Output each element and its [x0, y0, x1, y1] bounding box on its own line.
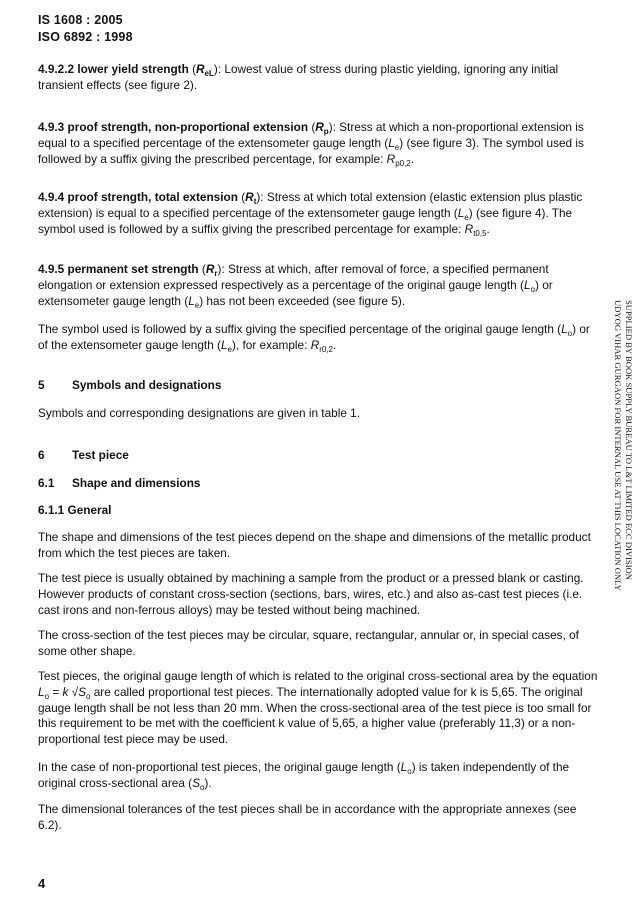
- header-iso-number: ISO 6892 : 1998: [38, 30, 133, 44]
- clause-4-9-3: 4.9.3 proof strength, non-proportional extension $(R_p)$: Stress at which a non-proportional extension is equal to a specified percentage of the extensometer gauge length $(L_e)$ (see figure 3). The symbol used is followed by a suffix giving the prescribed percentage, for example: $R_{p0,2}$.: [38, 120, 584, 168]
- page-number: 4: [38, 876, 46, 891]
- clause-term: proof strength, non-proportional extension: [67, 120, 309, 134]
- equation-subscript: o: [85, 691, 91, 701]
- clause-text: : Stress at which, after removal of force, a specified permanent elongation or extension expressed respectively as a percentage of the original gauge length (: [38, 262, 549, 292]
- equation-subscript: o: [44, 691, 50, 701]
- paragraph-text: Test pieces, the original gauge length of which is related to the original cross-sectional area by the equation: [38, 669, 598, 683]
- clause-4-9-4: 4.9.4 proof strength, total extension $(R_t)$: Stress at which total extension (elastic extension plus plastic extension) is equal to a specified percentage of the extensometer gauge length $(L_e)$ (see figure 4). The symbol used is followed by a suffix giving the prescribed percentage for example: $R_{t0,5}$.: [38, 190, 583, 238]
- symbol-subscript: r: [214, 269, 218, 278]
- section-title: Shape and dimensions: [72, 476, 201, 490]
- paragraph-non-proportional: [38, 760, 600, 792]
- section-6-heading: [38, 448, 600, 464]
- paragraph-proportional: [38, 669, 600, 748]
- symbol: R: [205, 262, 215, 276]
- section-5-text: Symbols and corresponding designations are given in table 1.: [38, 406, 360, 420]
- equation-rhs: = k √S: [49, 684, 86, 699]
- clause-4-9-5-symbol-note: [38, 322, 600, 354]
- clause-text: ) (see figure 4). The symbol used is followed by a suffix giving the prescribed percentage for example:: [38, 205, 573, 236]
- section-title: Symbols and designations: [72, 378, 222, 392]
- clause-4-9-2-2: 4.9.2.2 lower yield strength $(R_{eL})$: Lowest value of stress during plastic yielding, ignoring any initial transient effects (see figure 2).: [38, 62, 559, 92]
- symbol: L: [188, 293, 195, 308]
- symbol-subscript: o: [407, 767, 412, 776]
- example-subscript: t0,5: [473, 228, 487, 238]
- clause-text: The symbol used is followed by a suffix giving the specified percentage of the original gauge length (: [38, 322, 562, 336]
- symbol-subscript: e: [227, 344, 232, 354]
- example-subscript: p0,2: [395, 158, 411, 168]
- symbol: R: [315, 120, 324, 134]
- clause-text: : Lowest value of stress during plastic yielding, ignoring any initial transient effects (see figure 2).: [38, 62, 559, 92]
- paragraph-text: are called proportional test pieces. The internationally adopted value for k is 5,65. The original gauge length shall be not less than 20 mm. When the cross-sectional area of the test piece is too small for this requirement to be met with the coefficient k value of 5,65, a higher value (preferably 11,3) or a non-proportional test piece may be used.: [38, 684, 592, 747]
- symbol: L: [400, 760, 408, 774]
- clause-number: 4.9.2.2: [38, 62, 75, 76]
- symbol-subscript: e: [394, 142, 400, 152]
- clause-text: ) (see figure 3). The symbol used is followed by a suffix giving the prescribed percentage, for example:: [38, 135, 584, 166]
- symbol-subscript: t: [253, 197, 257, 206]
- symbol-subscript: o: [567, 329, 573, 338]
- watermark-line: SUPPLIED BY BOOK SUPPLY BUREAU TO L&T LIMITED ECC DIVISION: [624, 300, 634, 580]
- symbol: R: [196, 62, 205, 76]
- paragraph-text: In the case of non-proportional test pieces, the original gauge length (: [38, 760, 401, 774]
- equation-symbol: L: [38, 684, 45, 699]
- paragraph: The test piece is usually obtained by machining a sample from the product or a pressed blank or casting. However products of constant cross-section (sections, bars, wires, etc.) and also as-cast test pieces (i.e. cast irons and non-ferrous alloys) may be tested without being machined.: [38, 571, 584, 617]
- example-symbol: R: [310, 337, 320, 352]
- symbol-subscript: o: [199, 782, 205, 792]
- clause-text: ) has not been exceeded (see figure 5).: [199, 293, 406, 308]
- clause-text: ) or extensometer gauge length (: [38, 277, 553, 308]
- clause-term: permanent set strength: [67, 262, 199, 276]
- section-title: Test piece: [72, 448, 129, 462]
- paragraph: The cross-section of the test pieces may be circular, square, rectangular, annular or, in special cases, of some other shape.: [38, 628, 579, 658]
- clause-term: lower yield strength: [77, 62, 189, 76]
- paragraph: The dimensional tolerances of the test pieces shall be in accordance with the appropriate annexes (see 6.2).: [38, 802, 577, 832]
- example-symbol: R: [386, 151, 396, 166]
- clause-number: 4.9.5: [38, 262, 65, 276]
- paragraph-text: ) is taken independently of the original cross-sectional area (: [38, 760, 570, 790]
- clause-text: : Stress at which a non-proportional extension is equal to a specified percentage of the extensometer gauge length (: [38, 120, 584, 150]
- symbol-subscript: p: [323, 127, 329, 136]
- example-subscript: r0,2: [319, 344, 334, 354]
- symbol-subscript: eL: [204, 69, 214, 78]
- section-number: 6.1: [38, 476, 55, 490]
- standard-header: [38, 12, 133, 46]
- section-6-1-1-heading: 6.1.1 General: [38, 503, 112, 517]
- clause-text: ), for example:: [232, 337, 311, 352]
- paragraph-text: ).: [204, 775, 212, 790]
- clause-number: 4.9.4: [38, 190, 65, 204]
- clause-end: .: [410, 151, 415, 166]
- example-symbol: R: [464, 221, 474, 236]
- clause-term: proof strength, total extension: [67, 190, 238, 204]
- clause-number: 4.9.3: [38, 120, 65, 134]
- symbol: L: [523, 277, 531, 292]
- clause-text: : Stress at which total extension (elastic extension plus plastic extension) is equal to a specified percentage of the extensometer gauge length (: [38, 190, 583, 220]
- header-is-number: IS 1608 : 2005: [38, 13, 123, 27]
- paragraph: The shape and dimensions of the test pieces depend on the shape and dimensions of the metallic product from which the test pieces are taken.: [38, 530, 591, 560]
- clause-end: .: [333, 337, 337, 352]
- section-5-heading: [38, 378, 600, 394]
- clause-end: .: [486, 221, 490, 236]
- section-number: 5: [38, 378, 45, 392]
- symbol-subscript: e: [464, 212, 469, 222]
- symbol: L: [561, 322, 568, 336]
- supply-watermark: [600, 300, 634, 620]
- section-6-1-heading: [38, 476, 600, 492]
- watermark-line: UDYOG VIHAR GURGAON FOR INTERNAL USE AT THIS LOCATION ONLY: [613, 300, 623, 591]
- symbol: L: [388, 135, 395, 150]
- symbol: L: [457, 205, 465, 220]
- symbol: L: [220, 337, 228, 352]
- symbol-subscript: e: [194, 300, 200, 310]
- symbol: S: [192, 775, 200, 790]
- clause-text: ) or of the extensometer gauge length (: [38, 322, 590, 352]
- symbol: R: [245, 190, 254, 204]
- symbol-subscript: o: [530, 284, 535, 294]
- section-number: 6: [38, 448, 45, 462]
- clause-4-9-5: 4.9.5 permanent set strength $(R_r)$: Stress at which, after removal of force, a specified permanent elongation or extension expressed respectively as a percentage of the original gauge length $(L_o)$ or extensometer gauge length $(L_e)$ has not been exceeded (see figure 5).: [38, 262, 553, 310]
